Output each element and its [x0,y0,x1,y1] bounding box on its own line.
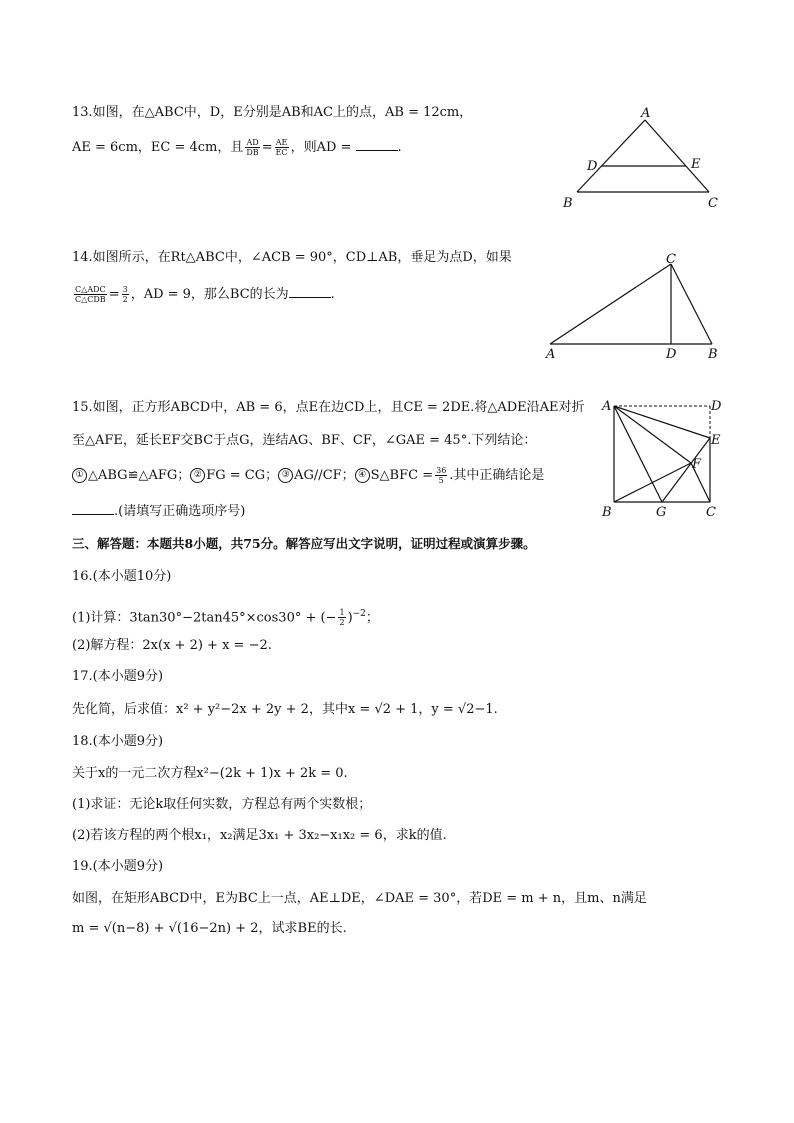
q17-body: 先化简，后求值：x² + y²−2x + 2y + 2，其中x = √2 + 1，y = √2−1. [72,702,498,717]
q14-answer-blank[interactable] [289,285,331,298]
q15-label-a: A [602,399,612,414]
q18-heading: 18.(本小题9分) [72,734,164,749]
q15-line3 [72,466,544,486]
q16-part1-end: ； [365,610,379,626]
q17-heading: 17.(本小题9分) [72,669,164,684]
q14-line1: 14.如图所示，在Rt△ABC中，∠ACB = 90°，CD⊥AB，垂足为点D，如果 [72,250,512,265]
q13-label-c: C [708,196,718,211]
q15-option-1: △ABG≌△AFG； [88,468,191,483]
q15-label-f: F [692,457,702,472]
q15-option-4-marker: ④ [355,468,370,483]
q15-fraction-36-5: $\frac{36}{5}$ [436,466,447,485]
section-3-heading: 三、解答题：本题共8小题，共75分。解答应写出文字说明，证明过程或演算步骤。 [72,536,536,551]
q15-option-1-marker: ① [72,468,87,483]
q13-end: . [397,140,402,155]
q14-fraction-perimeters: $\frac{\text{C△ADC}}{\text{C△CDB}}$ [75,285,106,304]
q15-line4 [72,502,245,522]
q15-line1: 15.如图，正方形ABCD中，AB = 6，点E在边CD上，且CE = 2DE.将△ADE沿AE对折 [72,400,585,415]
q13-line1: 13.如图，在△ABC中，D，E分别是AB和AC上的点，AB = 12cm， [72,105,473,120]
q14-label-c: C [666,252,676,267]
q15-option-3: AG//CF； [294,468,355,483]
q18-part2: (2)若该方程的两个根x₁，x₂满足3x₁ + 3x₂−x₁x₂ = 6，求k的值. [72,828,447,843]
q15-label-g: G [656,505,667,520]
q19-line1: 如图，在矩形ABCD中，E为BC上一点，AE⊥DE，∠DAE = 30°，若DE = m + n，且m、n满足 [72,891,647,906]
q15-line4-text: .(请填写正确选项序号) [114,504,246,519]
q13-equals: = [261,140,273,155]
q13-answer-blank[interactable] [356,138,398,151]
q15-label-c: C [706,505,716,520]
q13-label-a: A [641,106,651,121]
q13-triangle-figure [555,100,725,215]
q16-heading: 16.(本小题10分) [72,569,172,584]
q13-label-b: B [563,196,573,211]
q13-line2-pre: AE = 6cm，EC = 4cm，且 [72,140,244,155]
q18-part1: (1)求证：无论k取任何实数，方程总有两个实数根； [72,797,372,812]
q16-part1 [72,604,379,628]
q15-line2: 至△AFE，延长EF交BC于点G，连结AG、BF、CF，∠GAE = 45°.下列结论： [72,433,537,448]
q16-part2: (2)解方程：2x(x + 2) + x = −2. [72,638,272,653]
q15-option-2-marker: ② [190,468,205,483]
q16-part1-exponent: −2 [352,609,366,619]
q19-line2: m = √(n−8) + √(16−2n) + 2，试求BE的长. [72,921,347,936]
q13-line2-post: ，则AD = [290,140,356,155]
q19-heading: 19.(本小题9分) [72,859,164,874]
q13-label-e: E [691,157,701,172]
q14-fraction-3-2: $\frac{3}{2}$ [122,285,128,304]
q15-label-e: E [711,433,721,448]
q15-option-4-pre: S△BFC = [370,468,434,483]
q13-fraction-ad-db: $\frac{AD}{DB}$ [246,138,259,157]
q13-fraction-ae-ec: $\frac{AE}{EC}$ [275,138,288,157]
q14-line2 [72,285,335,305]
q15-option-2: FG = CG； [206,468,279,483]
q15-option-4-post: .其中正确结论是 [449,468,545,483]
q16-part1-pre: (1)计算：3tan30°−2tan45°×cos30° + (− [72,610,337,626]
q14-label-b: B [708,347,718,362]
q16-part1-post: ) [347,610,353,626]
q18-body: 关于x的一元二次方程x²−(2k + 1)x + 2k = 0. [72,766,348,781]
q14-right-triangle-figure [540,250,730,365]
q16-fraction-1-2: $\frac{1}{2}$ [339,608,345,628]
q14-end: . [330,287,335,302]
q15-option-3-marker: ③ [278,468,293,483]
q15-square-figure [598,396,728,521]
q13-line2 [72,138,402,158]
q14-line2-post: ，AD = 9，那么BC的长为 [130,287,289,302]
q15-label-d: D [711,399,722,414]
q15-label-b: B [602,505,612,520]
q14-label-d: D [666,347,677,362]
q14-equals: = [108,287,120,302]
q15-answer-blank[interactable] [72,502,114,515]
q13-label-d: D [587,159,598,174]
q14-label-a: A [546,347,556,362]
